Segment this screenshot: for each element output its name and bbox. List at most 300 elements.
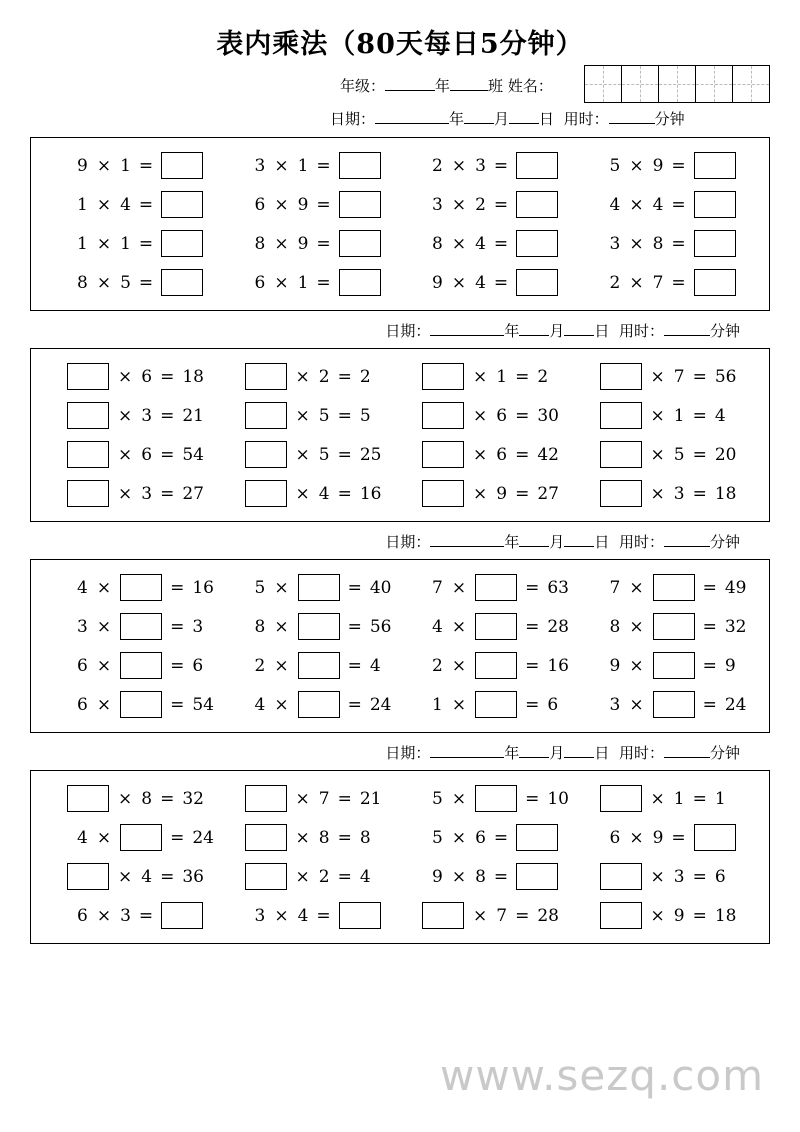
operand-a: 3	[254, 905, 266, 926]
problem-item	[223, 611, 401, 642]
result-value: 9	[724, 655, 736, 676]
date-line-section-4	[30, 733, 770, 770]
date-label: 日期：	[385, 322, 431, 340]
multiply-operator: ×	[118, 788, 133, 809]
answer-blank-result[interactable]	[339, 902, 381, 929]
equals-sign: =	[671, 155, 686, 176]
operand-a: 3	[609, 233, 621, 254]
equals-sign: =	[515, 444, 530, 465]
date-label: 日期：	[330, 110, 376, 128]
answer-blank-result[interactable]	[516, 824, 558, 851]
answer-blank-operand-b[interactable]	[475, 691, 517, 718]
multiply-operator: ×	[451, 616, 467, 637]
operand-b: 5	[318, 405, 330, 426]
answer-blank-operand-b[interactable]	[298, 652, 340, 679]
month-blank[interactable]	[519, 321, 549, 336]
answer-blank-operand-a[interactable]	[245, 824, 287, 851]
answer-blank-operand-b[interactable]	[475, 652, 517, 679]
name-cell[interactable]	[658, 65, 696, 103]
answer-blank-operand-a[interactable]	[422, 402, 464, 429]
operand-b: 6	[496, 405, 508, 426]
operand-b: 1	[496, 366, 508, 387]
equals-sign: =	[493, 155, 509, 176]
operand-b: 6	[141, 366, 153, 387]
multiply-operator: ×	[451, 694, 467, 715]
minute-suffix: 分钟	[654, 110, 685, 128]
problem-item	[400, 900, 578, 931]
multiply-operator: ×	[473, 444, 488, 465]
multiply-operator: ×	[96, 155, 112, 176]
operand-b: 4	[318, 483, 330, 504]
answer-blank-operand-a[interactable]	[600, 363, 642, 390]
problem-item	[223, 650, 401, 681]
answer-blank-operand-a[interactable]	[422, 480, 464, 507]
operand-a: 5	[432, 788, 443, 809]
operand-b: 1	[120, 233, 131, 254]
answer-blank-result[interactable]	[694, 269, 736, 296]
result-value: 63	[547, 577, 569, 598]
operand-b: 1	[297, 155, 309, 176]
day-blank[interactable]	[509, 109, 539, 124]
answer-blank-operand-b[interactable]	[653, 691, 695, 718]
operand-b: 6	[475, 827, 486, 848]
multiply-operator: ×	[451, 272, 467, 293]
equals-sign: =	[138, 272, 154, 293]
equals-sign: =	[347, 616, 362, 637]
operand-a: 2	[432, 155, 443, 176]
multiply-operator: ×	[96, 272, 112, 293]
multiply-operator: ×	[274, 155, 289, 176]
grade-label: 年级：	[340, 77, 386, 95]
operand-a: 8	[254, 616, 266, 637]
multiply-operator: ×	[96, 694, 112, 715]
time-blank[interactable]	[664, 743, 710, 758]
answer-blank-operand-b[interactable]	[120, 691, 162, 718]
answer-blank-result[interactable]	[161, 230, 203, 257]
multiply-operator: ×	[451, 788, 467, 809]
equals-sign: =	[337, 483, 352, 504]
result-value: 30	[537, 405, 559, 426]
operand-a: 1	[77, 194, 88, 215]
multiply-operator: ×	[295, 866, 310, 887]
time-blank[interactable]	[664, 532, 710, 547]
answer-blank-operand-a[interactable]	[600, 480, 642, 507]
equals-sign: =	[692, 483, 707, 504]
answer-blank-result[interactable]	[516, 863, 558, 890]
problem-item	[400, 611, 578, 642]
year-suffix: 年	[504, 744, 520, 762]
multiply-operator: ×	[295, 827, 310, 848]
operand-a: 2	[432, 655, 443, 676]
year-blank[interactable]	[375, 109, 449, 124]
operand-a: 4	[77, 577, 88, 598]
multiply-operator: ×	[295, 444, 310, 465]
multiply-operator: ×	[629, 694, 644, 715]
year-blank[interactable]	[430, 743, 504, 758]
equals-sign: =	[493, 194, 509, 215]
multiply-operator: ×	[295, 483, 310, 504]
month-blank[interactable]	[519, 743, 549, 758]
equals-sign: =	[702, 655, 717, 676]
problem-item	[400, 822, 578, 853]
answer-blank-operand-a[interactable]	[67, 441, 109, 468]
answer-blank-operand-b[interactable]	[298, 691, 340, 718]
operand-b: 8	[652, 233, 664, 254]
multiply-operator: ×	[650, 483, 665, 504]
result-value: 40	[369, 577, 392, 598]
equals-sign: =	[316, 905, 331, 926]
result-value: 2	[359, 366, 371, 387]
problem-item	[223, 361, 401, 392]
time-label: 用时：	[618, 322, 664, 340]
time-label: 用时：	[618, 744, 664, 762]
problem-item	[400, 189, 578, 220]
problem-grid-1	[45, 150, 755, 298]
answer-blank-result[interactable]	[516, 191, 558, 218]
equals-sign: =	[702, 694, 717, 715]
multiply-operator: ×	[274, 194, 289, 215]
result-value: 54	[182, 444, 204, 465]
answer-blank-result[interactable]	[339, 152, 381, 179]
answer-blank-operand-b[interactable]	[120, 652, 162, 679]
problem-item	[223, 478, 401, 509]
problem-grid-3	[45, 572, 755, 720]
multiply-operator: ×	[629, 616, 644, 637]
problem-item	[223, 689, 401, 720]
watermark: www.sezq.com	[439, 1051, 764, 1100]
result-value: 20	[714, 444, 737, 465]
problem-item	[578, 900, 756, 931]
equals-sign: =	[316, 194, 331, 215]
equals-sign: =	[493, 272, 509, 293]
answer-blank-operand-a[interactable]	[422, 441, 464, 468]
answer-blank-result[interactable]	[339, 191, 381, 218]
class-blank[interactable]	[450, 76, 488, 91]
year-blank[interactable]	[430, 321, 504, 336]
problem-item	[578, 228, 756, 259]
answer-blank-result[interactable]	[694, 152, 736, 179]
multiply-operator: ×	[96, 655, 112, 676]
time-blank[interactable]	[609, 109, 655, 124]
problem-item	[578, 783, 756, 814]
date-line-header	[330, 108, 685, 129]
result-value: 18	[714, 483, 737, 504]
multiply-operator: ×	[274, 577, 289, 598]
date-label: 日期：	[385, 533, 431, 551]
equals-sign: =	[316, 155, 331, 176]
answer-blank-result[interactable]	[161, 152, 203, 179]
answer-blank-result[interactable]	[694, 191, 736, 218]
answer-blank-operand-b[interactable]	[120, 574, 162, 601]
problem-item	[578, 611, 756, 642]
operand-b: 8	[141, 788, 153, 809]
minute-suffix: 分钟	[709, 533, 740, 551]
problem-item	[223, 900, 401, 931]
grade-blank[interactable]	[385, 76, 435, 91]
answer-blank-operand-a[interactable]	[600, 441, 642, 468]
name-label: 姓名：	[507, 77, 553, 95]
page-title: 表内乘法（80天每日5分钟）	[216, 29, 584, 60]
answer-blank-result[interactable]	[339, 230, 381, 257]
multiply-operator: ×	[274, 655, 289, 676]
result-value: 42	[537, 444, 559, 465]
problem-item	[578, 361, 756, 392]
operand-b: 9	[297, 233, 309, 254]
equals-sign: =	[170, 694, 185, 715]
answer-blank-result[interactable]	[161, 191, 203, 218]
answer-blank-result[interactable]	[516, 230, 558, 257]
result-value: 24	[724, 694, 747, 715]
equals-sign: =	[337, 444, 352, 465]
answer-blank-operand-a[interactable]	[67, 402, 109, 429]
month-blank[interactable]	[464, 109, 494, 124]
result-value: 24	[192, 827, 214, 848]
problem-item	[45, 650, 223, 681]
problem-item	[400, 361, 578, 392]
answer-blank-operand-a[interactable]	[245, 863, 287, 890]
answer-blank-operand-b[interactable]	[475, 574, 517, 601]
answer-blank-operand-a[interactable]	[245, 785, 287, 812]
operand-a: 4	[432, 616, 443, 637]
day-blank[interactable]	[564, 743, 594, 758]
equals-sign: =	[515, 366, 530, 387]
problem-item	[223, 439, 401, 470]
result-value: 32	[724, 616, 747, 637]
problem-item	[223, 572, 401, 603]
operand-b: 9	[496, 483, 508, 504]
equals-sign: =	[316, 233, 331, 254]
result-value: 10	[547, 788, 569, 809]
operand-b: 5	[318, 444, 330, 465]
multiply-operator: ×	[473, 405, 488, 426]
answer-blank-operand-a[interactable]	[422, 902, 464, 929]
problem-item	[45, 900, 223, 931]
operand-a: 6	[77, 655, 88, 676]
operand-a: 2	[254, 655, 266, 676]
problem-panel-2	[30, 348, 770, 522]
equals-sign: =	[138, 155, 154, 176]
name-cell[interactable]	[732, 65, 770, 103]
answer-blank-operand-b[interactable]	[475, 613, 517, 640]
month-blank[interactable]	[519, 532, 549, 547]
answer-blank-operand-b[interactable]	[653, 574, 695, 601]
result-value: 21	[359, 788, 382, 809]
operand-b: 3	[673, 483, 685, 504]
answer-blank-result[interactable]	[161, 269, 203, 296]
operand-a: 8	[77, 272, 88, 293]
operand-a: 4	[254, 694, 266, 715]
problem-item	[400, 400, 578, 431]
equals-sign: =	[515, 905, 530, 926]
problem-item	[400, 267, 578, 298]
answer-blank-operand-a[interactable]	[67, 480, 109, 507]
problem-item	[45, 228, 223, 259]
answer-blank-operand-a[interactable]	[600, 402, 642, 429]
problem-item	[578, 439, 756, 470]
operand-b: 3	[141, 483, 153, 504]
operand-a: 8	[432, 233, 443, 254]
day-blank[interactable]	[564, 321, 594, 336]
answer-blank-operand-a[interactable]	[245, 480, 287, 507]
problem-item	[578, 861, 756, 892]
equals-sign: =	[170, 616, 185, 637]
answer-blank-operand-a[interactable]	[67, 363, 109, 390]
operand-b: 2	[318, 366, 330, 387]
time-blank[interactable]	[664, 321, 710, 336]
result-value: 5	[359, 405, 371, 426]
month-suffix: 月	[494, 110, 510, 128]
answer-blank-operand-b[interactable]	[475, 785, 517, 812]
result-value: 32	[182, 788, 204, 809]
operand-a: 3	[254, 155, 266, 176]
operand-a: 9	[432, 866, 443, 887]
multiply-operator: ×	[650, 905, 665, 926]
problem-item	[45, 572, 223, 603]
year-suffix: 年	[504, 533, 520, 551]
operand-a: 6	[77, 905, 88, 926]
problem-item	[578, 822, 756, 853]
result-value: 54	[192, 694, 214, 715]
equals-sign: =	[692, 866, 707, 887]
equals-sign: =	[671, 272, 686, 293]
operand-a: 4	[77, 827, 88, 848]
multiply-operator: ×	[118, 366, 133, 387]
answer-blank-operand-a[interactable]	[600, 863, 642, 890]
multiply-operator: ×	[650, 405, 665, 426]
year-blank[interactable]	[430, 532, 504, 547]
operand-a: 7	[609, 577, 621, 598]
problem-item	[400, 439, 578, 470]
answer-blank-result[interactable]	[516, 152, 558, 179]
answer-blank-operand-a[interactable]	[422, 363, 464, 390]
operand-b: 4	[475, 233, 486, 254]
equals-sign: =	[170, 827, 185, 848]
problem-item	[400, 689, 578, 720]
answer-blank-operand-a[interactable]	[245, 441, 287, 468]
problem-grid-4	[45, 783, 755, 931]
equals-sign: =	[138, 194, 154, 215]
multiply-operator: ×	[295, 366, 310, 387]
answer-blank-operand-a[interactable]	[67, 785, 109, 812]
equals-sign: =	[138, 233, 154, 254]
result-value: 21	[182, 405, 204, 426]
multiply-operator: ×	[96, 905, 112, 926]
equals-sign: =	[525, 788, 540, 809]
problem-panel-3	[30, 559, 770, 733]
operand-b: 5	[673, 444, 685, 465]
answer-blank-operand-b[interactable]	[120, 824, 162, 851]
multiply-operator: ×	[451, 866, 467, 887]
multiply-operator: ×	[650, 444, 665, 465]
problem-item	[45, 861, 223, 892]
result-value: 4	[369, 655, 381, 676]
operand-a: 3	[77, 616, 88, 637]
day-suffix: 日	[539, 110, 555, 128]
answer-blank-result[interactable]	[516, 269, 558, 296]
multiply-operator: ×	[118, 444, 133, 465]
day-blank[interactable]	[564, 532, 594, 547]
answer-blank-operand-b[interactable]	[298, 613, 340, 640]
problem-item	[223, 400, 401, 431]
equals-sign: =	[160, 444, 175, 465]
multiply-operator: ×	[96, 194, 112, 215]
problem-panel-4	[30, 770, 770, 944]
operand-b: 3	[141, 405, 153, 426]
problem-item	[578, 400, 756, 431]
multiply-operator: ×	[650, 866, 665, 887]
problem-item	[45, 400, 223, 431]
equals-sign: =	[515, 483, 530, 504]
answer-blank-operand-a[interactable]	[67, 863, 109, 890]
operand-b: 4	[475, 272, 486, 293]
result-value: 36	[182, 866, 204, 887]
time-label: 用时：	[618, 533, 664, 551]
equals-sign: =	[671, 827, 686, 848]
operand-b: 9	[652, 827, 664, 848]
answer-blank-result[interactable]	[161, 902, 203, 929]
operand-b: 1	[297, 272, 309, 293]
answer-blank-operand-b[interactable]	[653, 613, 695, 640]
name-grid[interactable]	[585, 65, 770, 103]
name-cell[interactable]	[695, 65, 733, 103]
operand-a: 8	[254, 233, 266, 254]
answer-blank-result[interactable]	[339, 269, 381, 296]
answer-blank-operand-a[interactable]	[245, 363, 287, 390]
problem-item	[400, 228, 578, 259]
answer-blank-result[interactable]	[694, 230, 736, 257]
problem-item	[400, 861, 578, 892]
name-cell[interactable]	[621, 65, 659, 103]
answer-blank-operand-a[interactable]	[245, 402, 287, 429]
answer-blank-operand-b[interactable]	[298, 574, 340, 601]
equals-sign: =	[702, 577, 717, 598]
multiply-operator: ×	[451, 194, 467, 215]
equals-sign: =	[160, 483, 175, 504]
operand-a: 9	[77, 155, 88, 176]
answer-blank-operand-b[interactable]	[653, 652, 695, 679]
time-label: 用时：	[563, 110, 609, 128]
result-value: 28	[537, 905, 559, 926]
operand-b: 4	[120, 194, 131, 215]
operand-b: 7	[652, 272, 664, 293]
operand-b: 1	[120, 155, 131, 176]
problem-item	[400, 150, 578, 181]
equals-sign: =	[692, 788, 707, 809]
multiply-operator: ×	[650, 366, 665, 387]
equals-sign: =	[692, 444, 707, 465]
answer-blank-operand-a[interactable]	[600, 902, 642, 929]
equals-sign: =	[170, 577, 185, 598]
header-info	[30, 65, 770, 137]
equals-sign: =	[525, 577, 540, 598]
year-suffix: 年	[449, 110, 465, 128]
grade-suffix: 年	[435, 77, 451, 95]
minute-suffix: 分钟	[709, 322, 740, 340]
equals-sign: =	[493, 866, 509, 887]
answer-blank-result[interactable]	[694, 824, 736, 851]
answer-blank-operand-b[interactable]	[120, 613, 162, 640]
answer-blank-operand-a[interactable]	[600, 785, 642, 812]
operand-a: 8	[609, 616, 621, 637]
problem-item	[400, 572, 578, 603]
name-cell[interactable]	[584, 65, 622, 103]
equals-sign: =	[160, 866, 175, 887]
operand-a: 1	[77, 233, 88, 254]
operand-b: 3	[475, 155, 486, 176]
multiply-operator: ×	[451, 577, 467, 598]
result-value: 25	[359, 444, 382, 465]
equals-sign: =	[692, 405, 707, 426]
